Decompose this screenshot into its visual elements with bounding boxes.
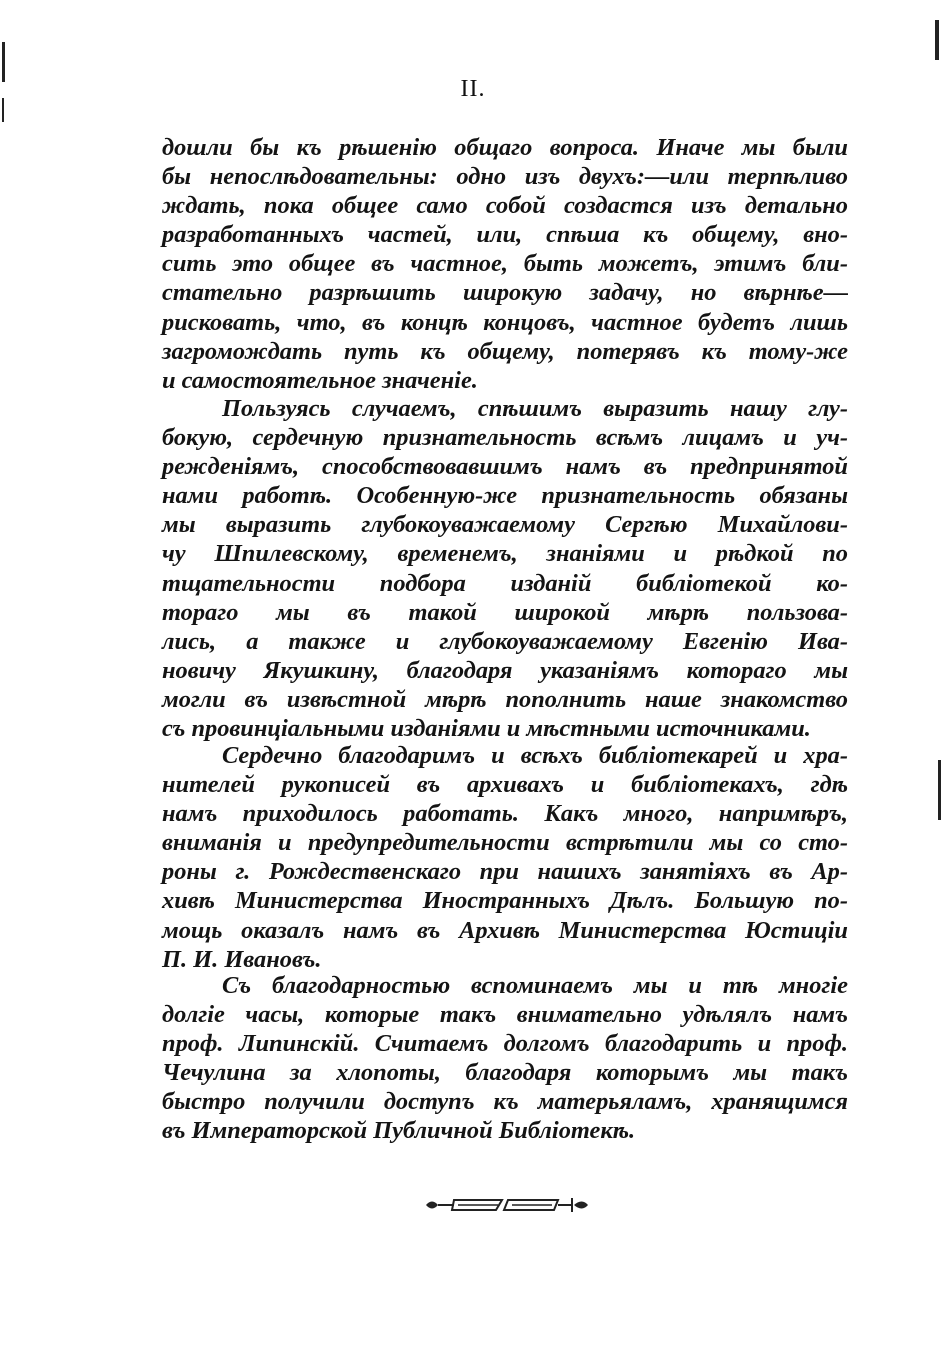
text-line: вниманія и предупредительности встрѣтили мы со сто- xyxy=(162,829,848,857)
paragraph-3 xyxy=(162,741,848,974)
text-line: нами работѣ. Особенную-же признательность обязаны xyxy=(162,482,848,510)
text-line: Сердечно благодаримъ и всѣхъ библіотекарей и хра- xyxy=(222,742,848,769)
text-line: лись, а также и глубокоуважаемому Евгенію Ива- xyxy=(162,627,848,655)
text-line: нителей рукописей въ архивахъ и библіотекахъ, гдѣ xyxy=(162,771,848,799)
text-line: могли въ извѣстной мѣрѣ пополнить наше знакомство xyxy=(162,685,848,713)
text-line: хивѣ Министерства Иностранныхъ Дѣлъ. Большую по- xyxy=(162,887,848,915)
text-line: ждать, пока общее само собой создастся изъ детально xyxy=(162,192,848,220)
text-line: Чечулина за хлопоты, благодаря которымъ мы такъ xyxy=(162,1059,848,1087)
text-line: новичу Якушкину, благодаря указаніямъ котораго мы xyxy=(162,656,848,684)
text-line: тщательности подбора изданій библіотекой ко- xyxy=(162,569,848,597)
text-line: намъ приходилось работать. Какъ много, напримѣръ, xyxy=(162,800,848,828)
text-line: мы выразить глубокоуважаемому Сергѣю Михайлови- xyxy=(162,511,848,539)
text-line: тораго мы въ такой широкой мѣрѣ пользова- xyxy=(162,598,848,626)
text-line: быстро получили доступъ къ матерьяламъ, хранящимся xyxy=(162,1088,848,1116)
text-line: Пользуясь случаемъ, спѣшимъ выразить нашу глу- xyxy=(222,395,848,422)
paragraph-4 xyxy=(162,971,848,1146)
text-line: мощь оказалъ намъ въ Архивѣ Министерства Юстиціи xyxy=(162,916,848,944)
text-line: П. И. Ивановъ. xyxy=(162,945,322,973)
text-line: сить это общее въ частное, быть можетъ, этимъ бли- xyxy=(162,250,848,278)
text-line: проф. Липинскій. Считаемъ долгомъ благодарить и проф. xyxy=(162,1030,848,1058)
text-line: разработанныхъ частей, или, спѣша къ общему, вно- xyxy=(162,221,848,249)
text-line: рисковать, что, въ концѣ концовъ, частное будетъ лишь xyxy=(162,308,848,336)
scan-edge-mark xyxy=(2,42,5,82)
text-line: въ Императорской Публичной Библіотекѣ. xyxy=(162,1117,636,1145)
text-line: Съ благодарностью вспоминаемъ мы и тѣ многіе xyxy=(222,972,848,999)
text-line: загромождать путь къ общему, потерявъ къ тому-же xyxy=(162,337,848,365)
text-line: чу Шпилевскому, временемъ, знаніями и рѣдкой по xyxy=(162,540,848,568)
text-line: долгіе часы, которые такъ внимательно удѣлялъ намъ xyxy=(162,1001,848,1029)
scan-edge-mark xyxy=(938,760,941,820)
text-line: дошли бы къ рѣшенію общаго вопроса. Иначе мы были xyxy=(162,134,848,161)
text-line: бокую, сердечную признательность всѣмъ лицамъ и уч- xyxy=(162,424,848,452)
decorative-tailpiece-icon xyxy=(422,1194,592,1220)
text-line: режденіямъ, способствовавшимъ намъ въ предпринятой xyxy=(162,453,848,481)
text-line: стательно разрѣшить широкую задачу, но вѣрнѣе— xyxy=(162,279,848,307)
text-line: съ провинціальными изданіями и мѣстными источниками. xyxy=(162,715,811,743)
paragraph-1 xyxy=(162,133,848,395)
text-line: и самостоятельное значеніе. xyxy=(162,366,478,394)
page-number: II. xyxy=(460,76,486,102)
paragraph-2 xyxy=(162,394,848,743)
text-line: бы непослѣдовательны: одно изъ двухъ:—или терпѣливо xyxy=(162,163,848,191)
scan-edge-mark xyxy=(2,98,4,122)
text-line: роны г. Рождественскаго при нашихъ занятіяхъ въ Ар- xyxy=(162,858,848,886)
scan-edge-mark xyxy=(935,20,939,60)
